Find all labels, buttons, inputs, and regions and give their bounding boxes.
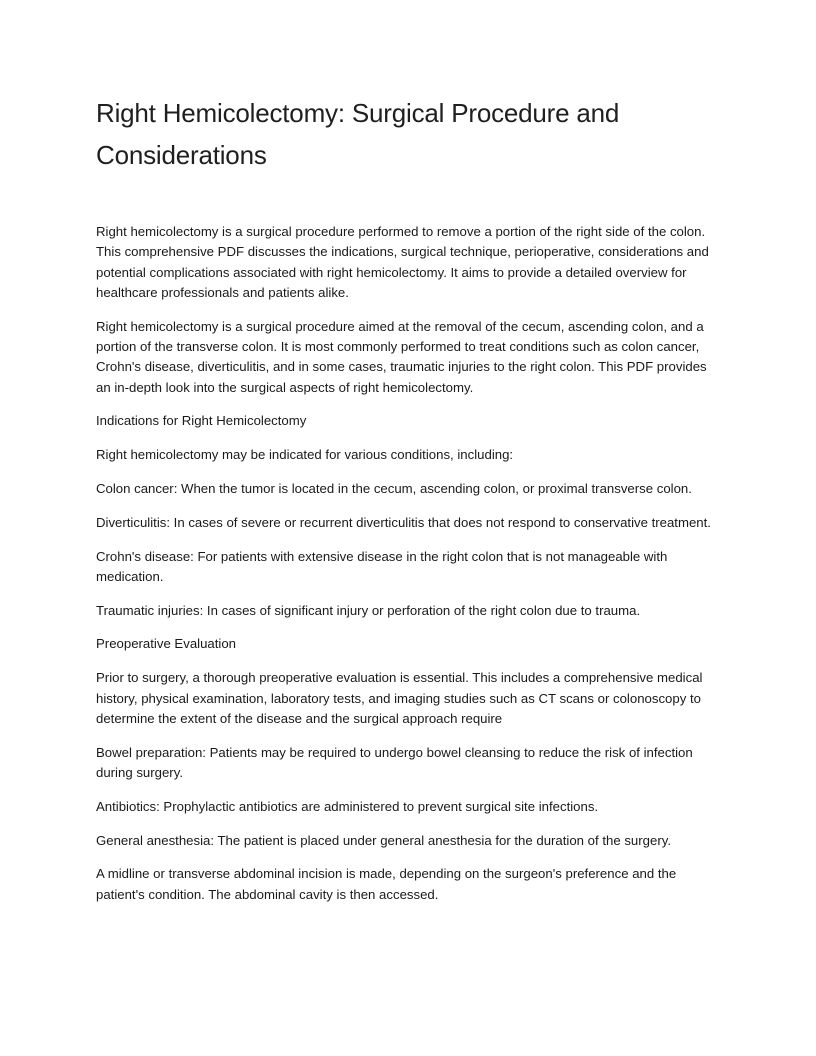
general-anesthesia: General anesthesia: The patient is placed under general anesthesia for the duration of the surgery. <box>96 832 672 848</box>
antibiotics: Antibiotics: Prophylactic antibiotics are administered to prevent surgical site infections. <box>96 798 599 814</box>
intro-paragraph: Right hemicolectomy is a surgical procedure performed to remove a portion of the right side of the colon. This comprehensive PDF discusses the indications, surgical technique, perioperative, considerations and potential complications associated with right hemicolectomy. It aims to provide a detailed overview for healthcare professionals and patients alike. <box>96 224 709 300</box>
indication-colon-cancer: Colon cancer: When the tumor is located in the cecum, ascending colon, or proximal transverse colon. <box>96 480 692 496</box>
incision-paragraph: A midline or transverse abdominal incision is made, depending on the surgeon's preference and the patient's condition. The abdominal cavity is then accessed. <box>96 866 677 902</box>
overview-paragraph: Right hemicolectomy is a surgical procedure aimed at the removal of the cecum, ascending colon, and a portion of the transverse colon. It is most commonly performed to treat conditions such as colon cancer, Crohn's disease, diverticulitis, and in some cases, traumatic injuries to the right colon. This PDF provides an in-depth look into the surgical aspects of right hemicolectomy. <box>96 318 707 395</box>
bowel-preparation: Bowel preparation: Patients may be required to undergo bowel cleansing to reduce the risk of infection during surgery. <box>96 744 693 780</box>
preoperative-paragraph: Prior to surgery, a thorough preoperative evaluation is essential. This includes a comprehensive medical history, physical examination, laboratory tests, and imaging studies such as CT scans or colonoscopy to determine the extent of the disease and the surgical approach require <box>96 670 703 726</box>
document-body <box>96 222 720 905</box>
indications-intro: Right hemicolectomy may be indicated for various conditions, including: <box>96 447 514 463</box>
indication-diverticulitis: Diverticulitis: In cases of severe or recurrent diverticulitis that does not respond to conservative treatment. <box>96 514 711 530</box>
indication-crohns: Crohn's disease: For patients with extensive disease in the right colon that is not manageable with medication. <box>96 548 668 584</box>
section-heading-preoperative: Preoperative Evaluation <box>96 636 237 652</box>
document-title: Right Hemicolectomy: Surgical Procedure and Considerations <box>96 98 620 170</box>
document-page <box>96 92 720 918</box>
section-heading-indications: Indications for Right Hemicolectomy <box>96 413 307 429</box>
indication-trauma: Traumatic injuries: In cases of significant injury or perforation of the right colon due to trauma. <box>96 602 641 618</box>
